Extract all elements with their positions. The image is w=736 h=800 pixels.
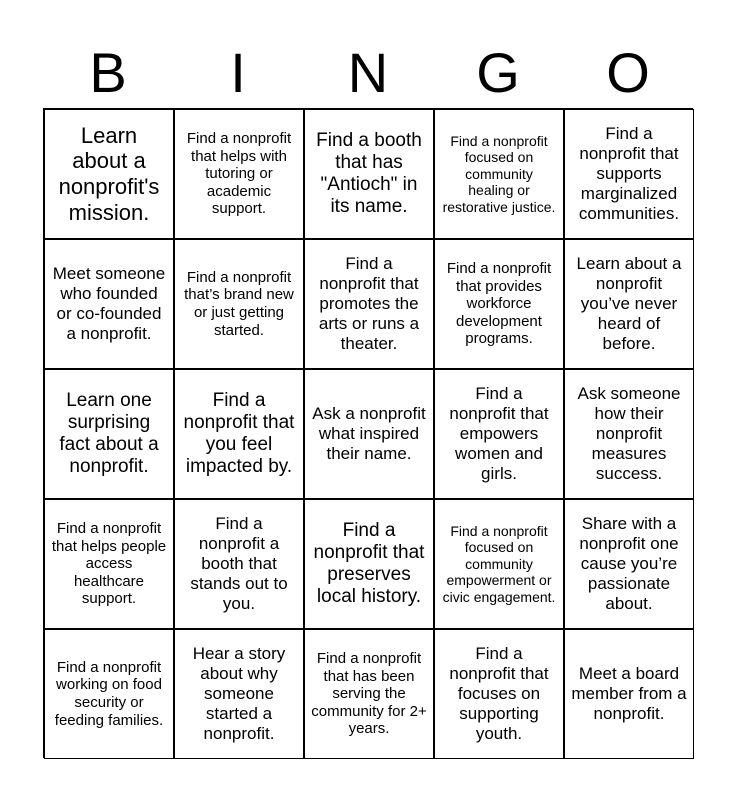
cell-text: Find a nonprofit that empowers women and girls. xyxy=(449,384,549,483)
cell-text: Find a booth that has "Antioch" in its name. xyxy=(316,129,422,218)
header-letter-n: N xyxy=(347,41,389,104)
bingo-cell-r3-c1[interactable] xyxy=(44,369,174,499)
cell-text: Find a nonprofit that promotes the arts or runs a theater. xyxy=(318,254,420,353)
header-letter-g: G xyxy=(476,41,520,104)
cell-text: Share with a nonprofit one cause you’re passionate about. xyxy=(579,514,679,613)
bingo-cell-r5-c5[interactable] xyxy=(564,629,694,759)
bingo-cell-r4-c1[interactable] xyxy=(44,499,174,629)
header-letter-i: I xyxy=(230,41,246,104)
bingo-board xyxy=(43,108,693,758)
cell-text: Find a nonprofit focused on community healing or restorative justice. xyxy=(442,133,556,215)
bingo-cell-r2-c4[interactable] xyxy=(434,239,564,369)
cell-text: Find a nonprofit that preserves local history. xyxy=(313,519,425,608)
bingo-cell-r4-c2[interactable] xyxy=(174,499,304,629)
bingo-cell-r1-c1[interactable] xyxy=(44,109,174,239)
bingo-cell-r3-c4[interactable] xyxy=(434,369,564,499)
bingo-cell-r5-c4[interactable] xyxy=(434,629,564,759)
cell-text: Meet someone who founded or co-founded a nonprofit. xyxy=(52,264,166,343)
cell-text: Ask someone how their nonprofit measures success. xyxy=(577,384,681,483)
cell-text: Find a nonprofit that helps with tutoring or academic support. xyxy=(186,130,292,218)
bingo-cell-r5-c2[interactable] xyxy=(174,629,304,759)
bingo-cell-r2-c5[interactable] xyxy=(564,239,694,369)
bingo-cell-r1-c4[interactable] xyxy=(434,109,564,239)
bingo-cell-r2-c2[interactable] xyxy=(174,239,304,369)
bingo-cell-r3-c5[interactable] xyxy=(564,369,694,499)
cell-text: Find a nonprofit working on food security or feeding families. xyxy=(54,658,164,729)
bingo-cell-r3-c3[interactable] xyxy=(304,369,434,499)
bingo-cell-r2-c1[interactable] xyxy=(44,239,174,369)
cell-text: Find a nonprofit that helps people access healthcare support. xyxy=(51,520,167,608)
cell-text: Hear a story about why someone started a nonprofit. xyxy=(192,644,286,743)
bingo-cell-r5-c3[interactable] xyxy=(304,629,434,759)
bingo-cell-r1-c2[interactable] xyxy=(174,109,304,239)
bingo-cell-r4-c3[interactable] xyxy=(304,499,434,629)
bingo-cell-r2-c3[interactable] xyxy=(304,239,434,369)
bingo-cell-r1-c5[interactable] xyxy=(564,109,694,239)
cell-text: Learn about a nonprofit's mission. xyxy=(58,122,160,225)
cell-text: Ask a nonprofit what inspired their name. xyxy=(312,404,426,463)
bingo-cell-r4-c4[interactable] xyxy=(434,499,564,629)
bingo-cell-r5-c1[interactable] xyxy=(44,629,174,759)
cell-text: Find a nonprofit that supports marginalized communities. xyxy=(578,124,680,223)
bingo-cell-r4-c5[interactable] xyxy=(564,499,694,629)
bingo-header xyxy=(43,38,693,108)
header-letter-b: B xyxy=(89,41,127,104)
cell-text: Learn about a nonprofit you’ve never heard of before. xyxy=(576,254,682,353)
cell-text: Find a nonprofit that you feel impacted by. xyxy=(183,389,295,478)
cell-text: Find a nonprofit focused on community empowerment or civic engagement. xyxy=(442,523,556,605)
cell-text: Find a nonprofit that has been serving the community for 2+ years. xyxy=(311,650,427,738)
cell-text: Find a nonprofit a booth that stands out to you. xyxy=(190,514,288,613)
cell-text: Learn one surprising fact about a nonprofit. xyxy=(59,389,159,478)
bingo-cell-r1-c3[interactable] xyxy=(304,109,434,239)
cell-text: Find a nonprofit that provides workforce development programs. xyxy=(446,260,552,348)
cell-text: Meet a board member from a nonprofit. xyxy=(571,664,687,723)
cell-text: Find a nonprofit that focuses on supporting youth. xyxy=(449,644,549,743)
bingo-cell-r3-c2[interactable] xyxy=(174,369,304,499)
header-letter-o: O xyxy=(606,41,650,104)
cell-text: Find a nonprofit that’s brand new or just getting started. xyxy=(184,268,294,339)
